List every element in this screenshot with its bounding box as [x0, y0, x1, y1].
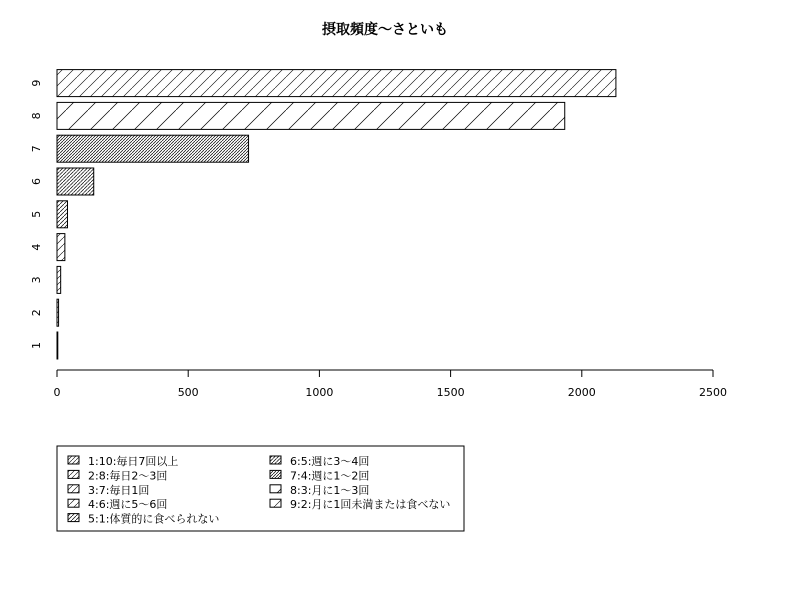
bar-6: [57, 168, 94, 195]
x-axis: [54, 370, 728, 399]
legend-swatch-6: [270, 456, 281, 464]
legend-swatch-5: [68, 514, 79, 522]
y-tick-label: 1: [30, 342, 43, 349]
y-tick-label: 2: [30, 309, 43, 317]
y-tick-label: 7: [30, 145, 43, 153]
y-tick-label: 6: [30, 178, 43, 185]
bar-3: [57, 266, 61, 293]
legend-label-3: 3:7:毎日1回: [88, 483, 150, 497]
legend-label-1: 1:10:毎日7回以上: [88, 455, 179, 468]
y-tick-label: 4: [30, 243, 43, 251]
legend-swatch-1: [68, 456, 79, 464]
legend-label-7: 7:4:週に1〜2回: [290, 469, 370, 483]
legend-swatch-2: [68, 470, 79, 478]
legend-swatch-4: [68, 499, 79, 507]
y-tick-label: 3: [30, 276, 43, 284]
x-tick-label: 0: [53, 386, 61, 399]
x-tick-label: 1500: [436, 386, 465, 399]
bar-9: [57, 70, 616, 97]
x-tick-label: 500: [177, 386, 199, 399]
legend-label-4: 4:6:週に5〜6回: [88, 498, 168, 512]
legend-label-5: 5:1:体質的に食べられない: [88, 512, 220, 526]
bar-1: [57, 332, 58, 359]
y-axis-tick-labels: [30, 80, 43, 349]
bar-7: [57, 135, 249, 162]
legend-label-6: 6:5:週に3〜4回: [290, 455, 370, 468]
bar-8: [57, 102, 565, 129]
chart-title: 摂取頻度〜さといも: [322, 22, 448, 38]
bars: [57, 70, 616, 359]
legend-swatch-9: [270, 499, 281, 507]
legend-label-9: 9:2:月に1回未満または食べない: [290, 498, 451, 512]
bar-5: [57, 201, 67, 228]
x-tick-label: 2000: [567, 386, 596, 399]
legend-swatch-7: [270, 470, 281, 478]
bar-2: [57, 299, 59, 326]
legend-label-2: 2:8:毎日2〜3回: [88, 469, 168, 483]
x-tick-label: 1000: [305, 386, 334, 399]
legend-swatch-8: [270, 485, 281, 493]
y-tick-label: 8: [30, 112, 43, 120]
legend-swatch-3: [68, 485, 79, 493]
x-tick-label: 2500: [699, 386, 727, 399]
bar-4: [57, 234, 65, 261]
y-tick-label: 5: [30, 210, 43, 218]
legend-label-8: 8:3:月に1〜3回: [290, 483, 370, 497]
legend: [57, 446, 464, 531]
y-tick-label: 9: [30, 79, 43, 87]
